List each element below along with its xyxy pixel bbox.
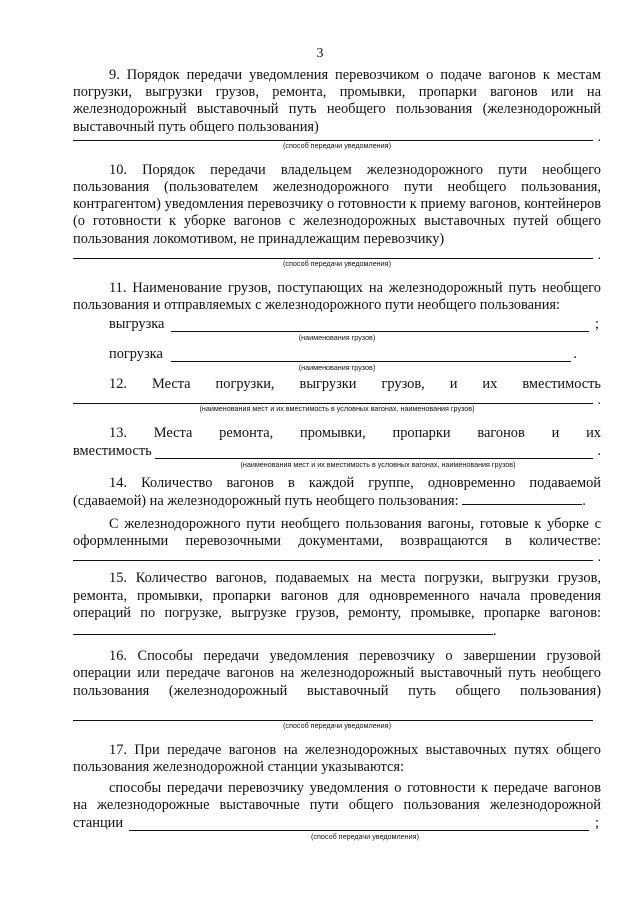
section-9-text: 9. Порядок передачи уведомления перевозчиком о подаче вагонов к местам погрузки, выгрузки грузов, ремонта, промывки, пропарки вагонов или на железнодорожный выставочный путь необщего пользования (железнодорожный выставочный путь общего пользования): [73, 67, 601, 135]
load-row: [73, 346, 601, 376]
blank-line: [73, 560, 593, 561]
station-line: [129, 830, 589, 831]
section-16-text: 16. Способы передачи уведомления перевозчику о завершении грузовой операции или передаче вагонов на железнодорожный выставочный путь необщего пользования (железнодорожный выставочный путь общего пользования): [73, 648, 601, 699]
section-9-end: .: [597, 129, 601, 145]
document-body: [73, 67, 601, 839]
section-13-end: .: [597, 442, 601, 459]
page-number: 3: [316, 46, 324, 61]
station-row: [73, 815, 601, 839]
section-17-text-2: способы передачи перевозчику уведомления о готовности к передаче вагонов на железнодорожные выставочные пути общего пользования железнодорожной: [73, 780, 601, 814]
section-15: [73, 570, 601, 640]
section-12-text: 12. Места погрузки, выгрузки грузов, и их вместимость: [109, 376, 601, 393]
section-14-blank: [73, 550, 601, 570]
section-11-text: 11. Наименование грузов, поступающих на железнодорожный путь необщего пользования и отправляемых с железнодорожного пути необщего пользования:: [73, 279, 601, 314]
section-9-caption: (способ передачи уведомления): [283, 140, 391, 150]
section-12-end: .: [597, 393, 601, 409]
section-13-text: 13. Места ремонта, промывки, пропарки вагонов и их: [109, 425, 601, 442]
capacity-label: вместимость: [73, 442, 152, 459]
section-15-end: .: [493, 623, 497, 640]
section-14: [73, 475, 601, 571]
unload-label: выгрузка: [109, 316, 165, 333]
capacity-line: [155, 458, 593, 459]
section-15-inline-blank: [73, 622, 493, 635]
load-end: .: [573, 346, 577, 363]
section-15-text: [73, 570, 601, 640]
section-12-blank: [73, 393, 601, 414]
section-16-caption: (способ передачи уведомления): [283, 720, 391, 730]
section-14-text: [73, 475, 601, 510]
section-17: [73, 742, 601, 839]
unload-row: [73, 316, 601, 346]
section-10-caption: (способ передачи уведомления): [283, 258, 391, 268]
load-line: [171, 361, 571, 362]
section-17-text: 17. При передаче вагонов на железнодорожных выставочных путях общего пользования железнодорожной станции указываются:: [73, 741, 601, 776]
section-16: [73, 648, 601, 730]
section-9-blank: [73, 129, 601, 150]
section-15-text-body: 15. Количество вагонов, подаваемых на места погрузки, выгрузки грузов, ремонта, промывки, пропарки вагонов для одновременного начала проведения операций по погрузке, выгрузке грузов, ремонту, промывке, пропарке вагонов:: [73, 570, 601, 621]
section-11: [73, 280, 601, 376]
section-17-end: ;: [595, 814, 599, 831]
section-14-text-body: 14. Количество вагонов в каждой группе, одновременно подаваемой (сдаваемой) на железнодорожный путь необщего пользования:: [73, 474, 601, 509]
section-16-blank: [73, 718, 601, 730]
unload-end: ;: [595, 316, 599, 333]
capacity-row: [73, 443, 601, 467]
section-9: [73, 67, 601, 150]
unload-line: [171, 331, 589, 332]
section-13-caption: (наименования мест и их вместимость в условных вагонах, наименования грузов): [240, 459, 516, 469]
station-label: станции: [73, 814, 124, 831]
load-caption: (наименования грузов): [298, 363, 376, 373]
unload-caption: (наименования грузов): [298, 333, 376, 343]
section-14-end: .: [582, 492, 586, 509]
section-10-end: .: [597, 247, 601, 263]
section-14-text-2: С железнодорожного пути необщего пользования вагоны, готовые к уборке с оформленными перевозочными документами, возвращаются в количестве:: [73, 516, 601, 550]
section-14-inline-blank: [462, 492, 582, 505]
section-12: [73, 376, 601, 413]
section-14-blank-end: .: [597, 550, 601, 566]
section-17-caption: (способ передачи уведомления): [311, 831, 419, 841]
section-10-blank: [73, 247, 601, 268]
section-12-caption: (наименования мест и их вместимость в условных вагонах, наименования грузов): [199, 404, 475, 414]
section-10: [73, 162, 601, 268]
load-label: погрузка: [109, 346, 163, 363]
section-13: [73, 425, 601, 469]
section-10-text: 10. Порядок передачи владельцем железнодорожного пути необщего пользования (пользователем железнодорожного пути необщего пользования, контрагентом) уведомления перевозчику о готовности к приему вагонов, контейнеров (о готовности к уборке вагонов с железнодорожных выставочных путей общего пользования локомотивом, не принадлежащим перевозчику): [73, 161, 601, 247]
